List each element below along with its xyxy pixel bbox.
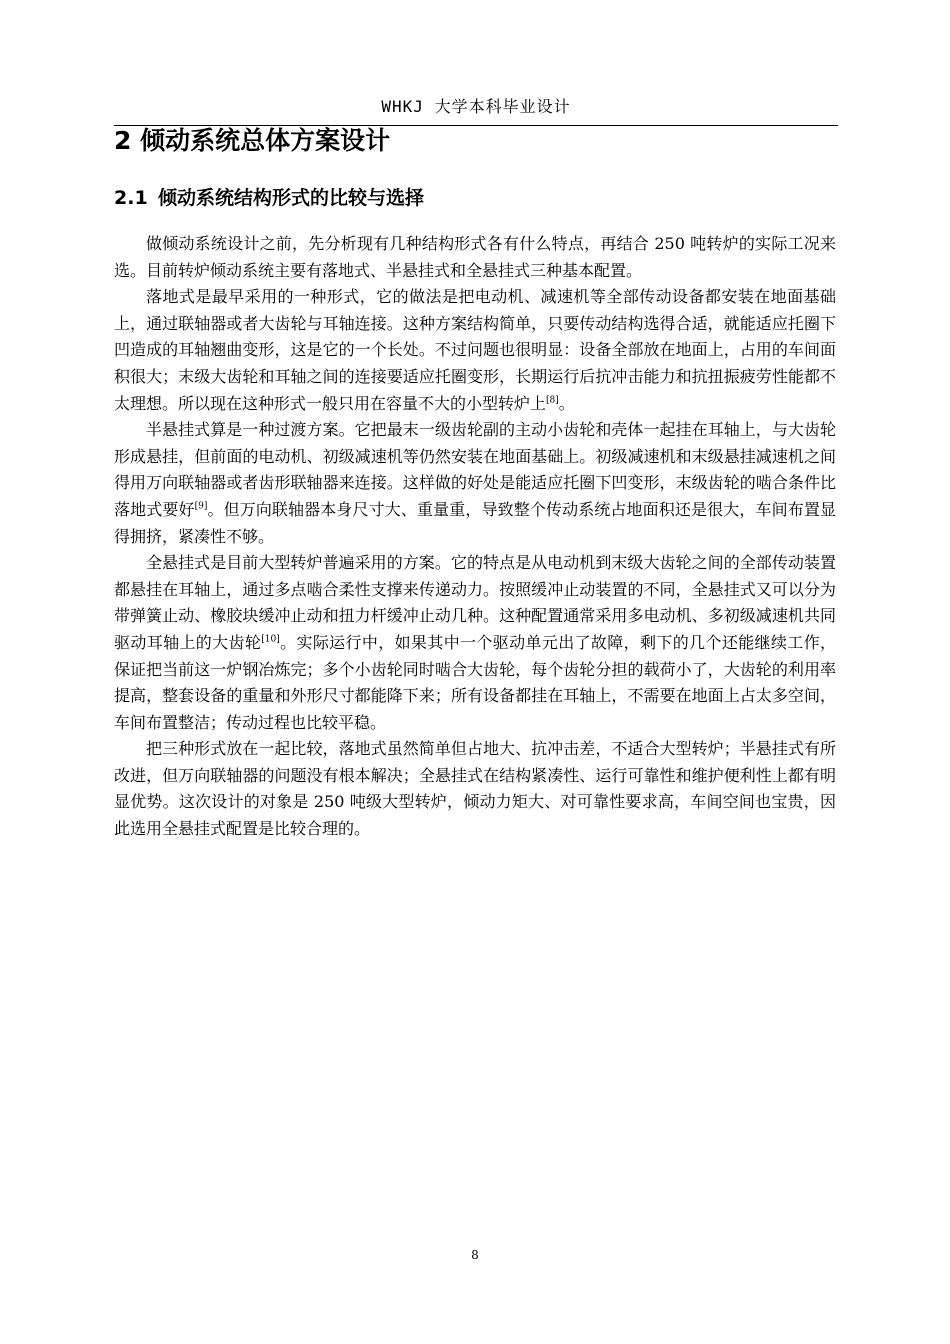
section-number: 2.1 <box>114 187 148 209</box>
paragraph-tail: 。但万向联轴器本身尺寸大、重量重，导致整个传动系统占地面积还是很大，车间布置显得拥挤，紧凑性不够。 <box>114 499 836 546</box>
body-text <box>114 231 836 843</box>
citation-ref: [9] <box>194 501 208 512</box>
paragraph-floor-type <box>114 284 836 417</box>
running-header: WHKJ 大学本科毕业设计 <box>381 97 571 116</box>
citation-ref: [10] <box>261 634 280 645</box>
page-number: 8 <box>471 1248 479 1262</box>
paragraph-text: 把三种形式放在一起比较，落地式虽然简单但占地大、抗冲击差，不适合大型转炉；半悬挂式有所改进，但万向联轴器的问题没有根本解决；全悬挂式在结构紧凑性、运行可靠性和维护便利性上都有明显优势。这次设计的对象是 250 吨级大型转炉，倾动力矩大、对可靠性要求高，车间空间也宝贵，因此选用全悬挂式配置是比较合理的。 <box>114 739 836 839</box>
paragraph-text: 半悬挂式算是一种过渡方案。它把最末一级齿轮副的主动小齿轮和壳体一起挂在耳轴上，与大齿轮形成悬挂，但前面的电动机、初级减速机等仍然安装在地面基础上。初级减速机和末级悬挂减速机之间得用万向联轴器或者齿形联轴器来连接。这样做的好处是能适应托圈下凹变形，末级齿轮的啮合条件比落地式要好 <box>114 420 836 519</box>
citation-ref: [8] <box>546 395 559 406</box>
chapter-title: 2 倾动系统总体方案设计 <box>114 126 391 155</box>
paragraph-fully-suspended <box>114 550 836 736</box>
paragraph-conclusion <box>114 736 836 842</box>
paragraph-semi-suspended <box>114 417 836 550</box>
paragraph-intro <box>114 231 836 284</box>
paragraph-text: 落地式是最早采用的一种形式，它的做法是把电动机、减速机等全部传动设备都安装在地面基础上，通过联轴器或者大齿轮与耳轴连接。这种方案结构简单，只要传动结构选得合适，就能适应托圈下凹造成的耳轴翘曲变形，这是它的一个长处。不过问题也很明显：设备全部放在地面上，占用的车间面积很大；末级大齿轮和耳轴之间的连接要适应托圈变形，长期运行后抗冲击能力和抗扭振疲劳性能都不太理想。所以现在这种形式一般只用在容量不大的小型转炉上 <box>114 287 836 413</box>
paragraph-tail: 。 <box>558 393 575 413</box>
paragraph-tail: 。实际运行中，如果其中一个驱动单元出了故障，剩下的几个还能继续工作，保证把当前这一炉钢冶炼完；多个小齿轮同时啮合大齿轮，每个齿轮分担的载荷小了，大齿轮的利用率提高，整套设备的重量和外形尺寸都能降下来；所有设备都挂在耳轴上，不需要在地面上占太多空间，车间布置整洁；传动过程也比较平稳。 <box>114 632 836 732</box>
paragraph-text: 全悬挂式是目前大型转炉普遍采用的方案。它的特点是从电动机到末级大齿轮之间的全部传动装置都悬挂在耳轴上，通过多点啮合柔性支撑来传递动力。按照缓冲止动装置的不同，全悬挂式又可以分为带弹簧止动、橡胶块缓冲止动和扭力杆缓冲止动几种。这种配置通常采用多电动机、多初级减速机共同驱动耳轴上的大齿轮 <box>114 553 836 652</box>
section-title: 倾动系统结构形式的比较与选择 <box>158 187 425 209</box>
section-heading <box>114 184 424 212</box>
paragraph-text: 做倾动系统设计之前，先分析现有几种结构形式各有什么特点，再结合 250 吨转炉的实际工况来选。目前转炉倾动系统主要有落地式、半悬挂式和全悬挂式三种基本配置。 <box>114 234 836 280</box>
